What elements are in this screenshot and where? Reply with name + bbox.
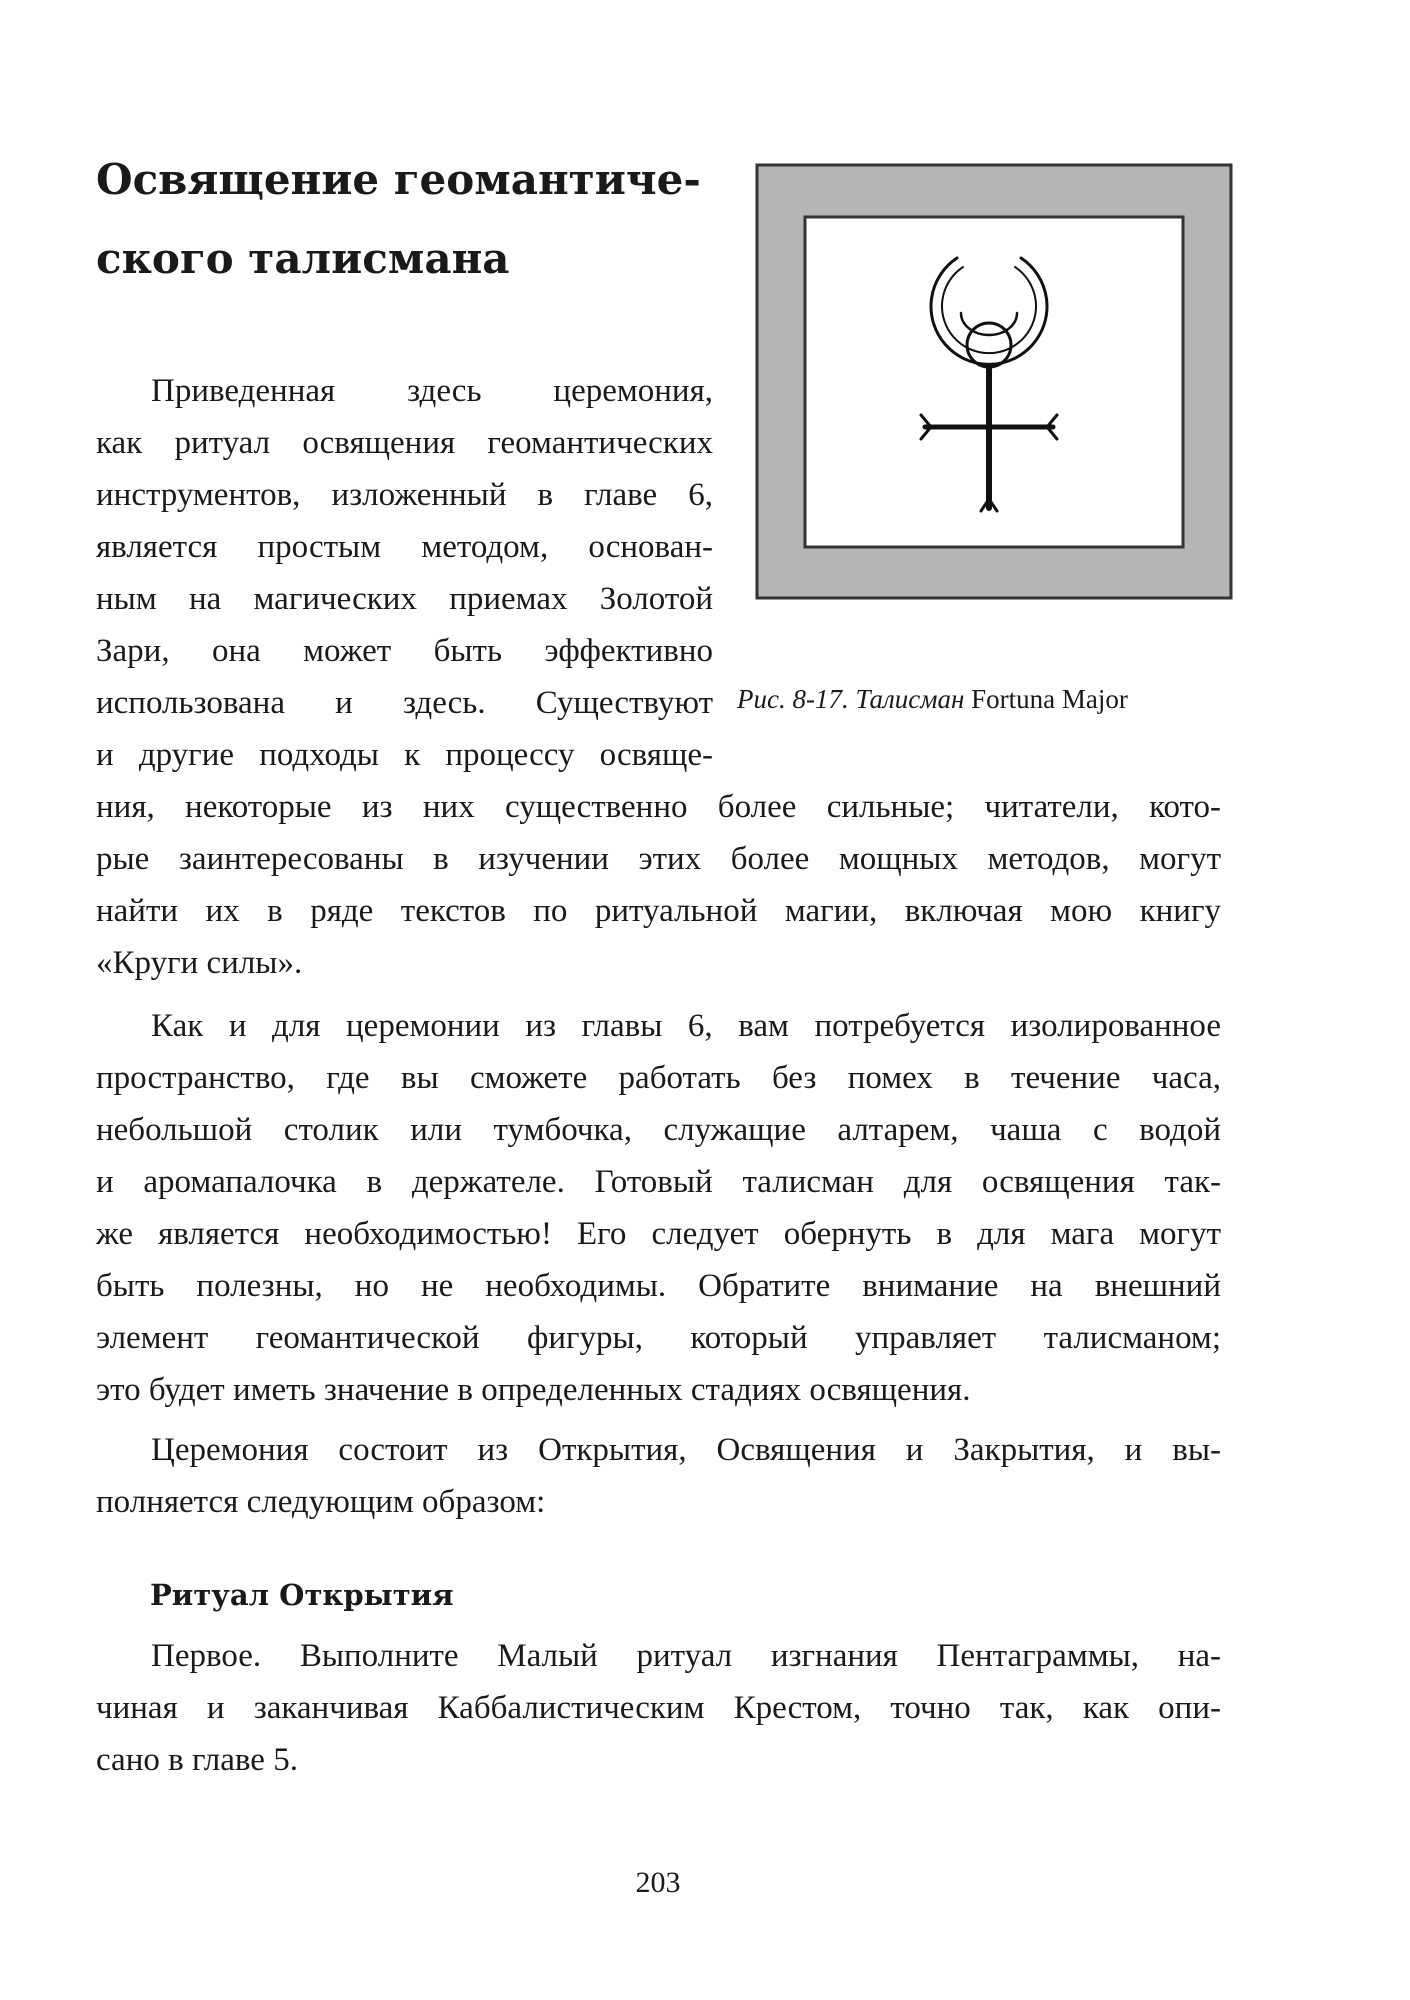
paragraph-line: инструментов, изложенный в главе 6, bbox=[96, 477, 713, 513]
paragraph-line: как ритуал освящения геомантических bbox=[96, 425, 713, 461]
paragraph-line: Как и для церемонии из главы 6, вам потребуется изолированное bbox=[151, 1008, 1221, 1044]
paragraph-line: использована и здесь. Существуют bbox=[96, 685, 713, 721]
paragraph-line: это будет иметь значение в определенных стадиях освящения. bbox=[96, 1372, 971, 1408]
talisman-inner-field bbox=[805, 217, 1183, 547]
paragraph-line: рые заинтересованы в изучении этих более мощных методов, могут bbox=[96, 841, 1221, 877]
paragraph-line: же является необходимостью! Его следует обернуть в для мага могут bbox=[96, 1216, 1221, 1252]
paragraph-line: и другие подходы к процессу освяще- bbox=[96, 737, 713, 773]
section-title bbox=[96, 140, 716, 298]
paragraph-line: Церемония состоит из Открытия, Освящения и Закрытия, и вы- bbox=[151, 1432, 1221, 1468]
title-line-2: ского талисмана bbox=[96, 234, 510, 283]
caption-prefix: Рис. 8-17. Талисман bbox=[737, 684, 965, 714]
paragraph-line: полняется следующим образом: bbox=[96, 1484, 546, 1520]
paragraph-line: Первое. Выполните Малый ритуал изгнания Пентаграммы, на- bbox=[151, 1638, 1221, 1674]
paragraph-line: ным на магических приемах Золотой bbox=[96, 581, 713, 617]
paragraph-line: найти их в ряде текстов по ритуальной магии, включая мою книгу bbox=[96, 893, 1221, 929]
page-number: 203 bbox=[635, 1866, 681, 1899]
subsection-heading: Ритуал Открытия bbox=[150, 1578, 454, 1612]
caption-talisman-name: Fortuna Major bbox=[971, 684, 1128, 714]
talisman-figure bbox=[755, 163, 1233, 600]
paragraph-line: «Круги силы». bbox=[96, 945, 303, 981]
paragraph-line: ния, некоторые из них существенно более сильные; читатели, кото- bbox=[96, 789, 1221, 825]
paragraph-line: и аромапалочка в держателе. Готовый талисман для освящения так- bbox=[96, 1164, 1221, 1200]
figure-caption bbox=[737, 684, 1297, 715]
paragraph-line: чиная и заканчивая Каббалистическим Крестом, точно так, как опи- bbox=[96, 1690, 1221, 1726]
paragraph-line: пространство, где вы сможете работать без помех в течение часа, bbox=[96, 1060, 1221, 1096]
title-line-1: Освящение геомантиче- bbox=[96, 155, 701, 204]
paragraph-line: Приведенная здесь церемония, bbox=[151, 373, 713, 409]
paragraph-line: быть полезны, но не необходимы. Обратите внимание на внешний bbox=[96, 1268, 1221, 1304]
paragraph-line: элемент геомантической фигуры, который управляет талисманом; bbox=[96, 1320, 1221, 1356]
paragraph-line: Зари, она может быть эффективно bbox=[96, 633, 713, 669]
paragraph-line: сано в главе 5. bbox=[96, 1742, 298, 1778]
paragraph-line: небольшой столик или тумбочка, служащие алтарем, чаша с водой bbox=[96, 1112, 1221, 1148]
paragraph-line: является простым методом, основан- bbox=[96, 529, 713, 565]
fortuna-major-talisman-image bbox=[755, 163, 1233, 600]
